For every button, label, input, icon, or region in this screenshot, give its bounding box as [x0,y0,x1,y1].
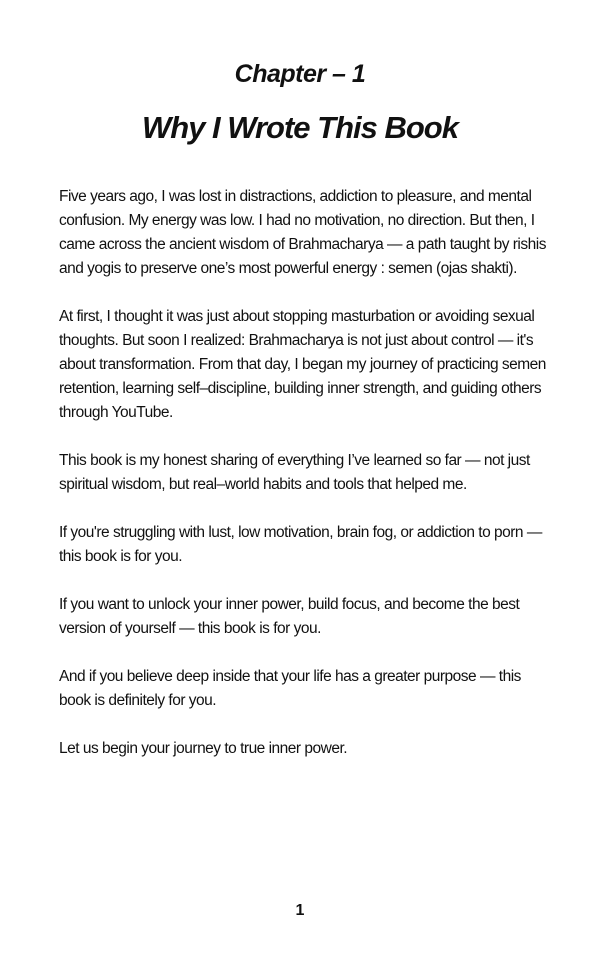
chapter-body [59,185,549,785]
paragraph: Five years ago, I was lost in distractions, addiction to pleasure, and mental confusion. My energy was low. I had no motivation, no direction. But then, I came across the ancient wisdom of Brahmacharya — a path taught by rishis and yogis to preserve one’s most powerful energy : semen (ojas shakti). [59,188,546,277]
chapter-label: Chapter – 1 [234,60,366,88]
paragraph: And if you believe deep inside that your life has a greater purpose — this book is definitely for you. [59,668,521,709]
paragraph: If you want to unlock your inner power, build focus, and become the best version of yourself — this book is for you. [59,596,520,637]
page-number: 1 [295,902,305,919]
paragraph: If you're struggling with lust, low motivation, brain fog, or addiction to porn — this book is for you. [59,524,542,565]
paragraph: Let us begin your journey to true inner power. [59,740,348,757]
chapter-title: Why I Wrote This Book [142,110,458,145]
paragraph: This book is my honest sharing of everything I’ve learned so far — not just spiritual wisdom, but real–world habits and tools that helped me. [59,452,530,493]
paragraph: At first, I thought it was just about stopping masturbation or avoiding sexual thoughts. But soon I realized: Brahmacharya is not just about control — it's about transformation. From that day, I began my journey of practicing semen retention, learning self–discipline, building inner strength, and guiding others through YouTube. [59,308,546,421]
